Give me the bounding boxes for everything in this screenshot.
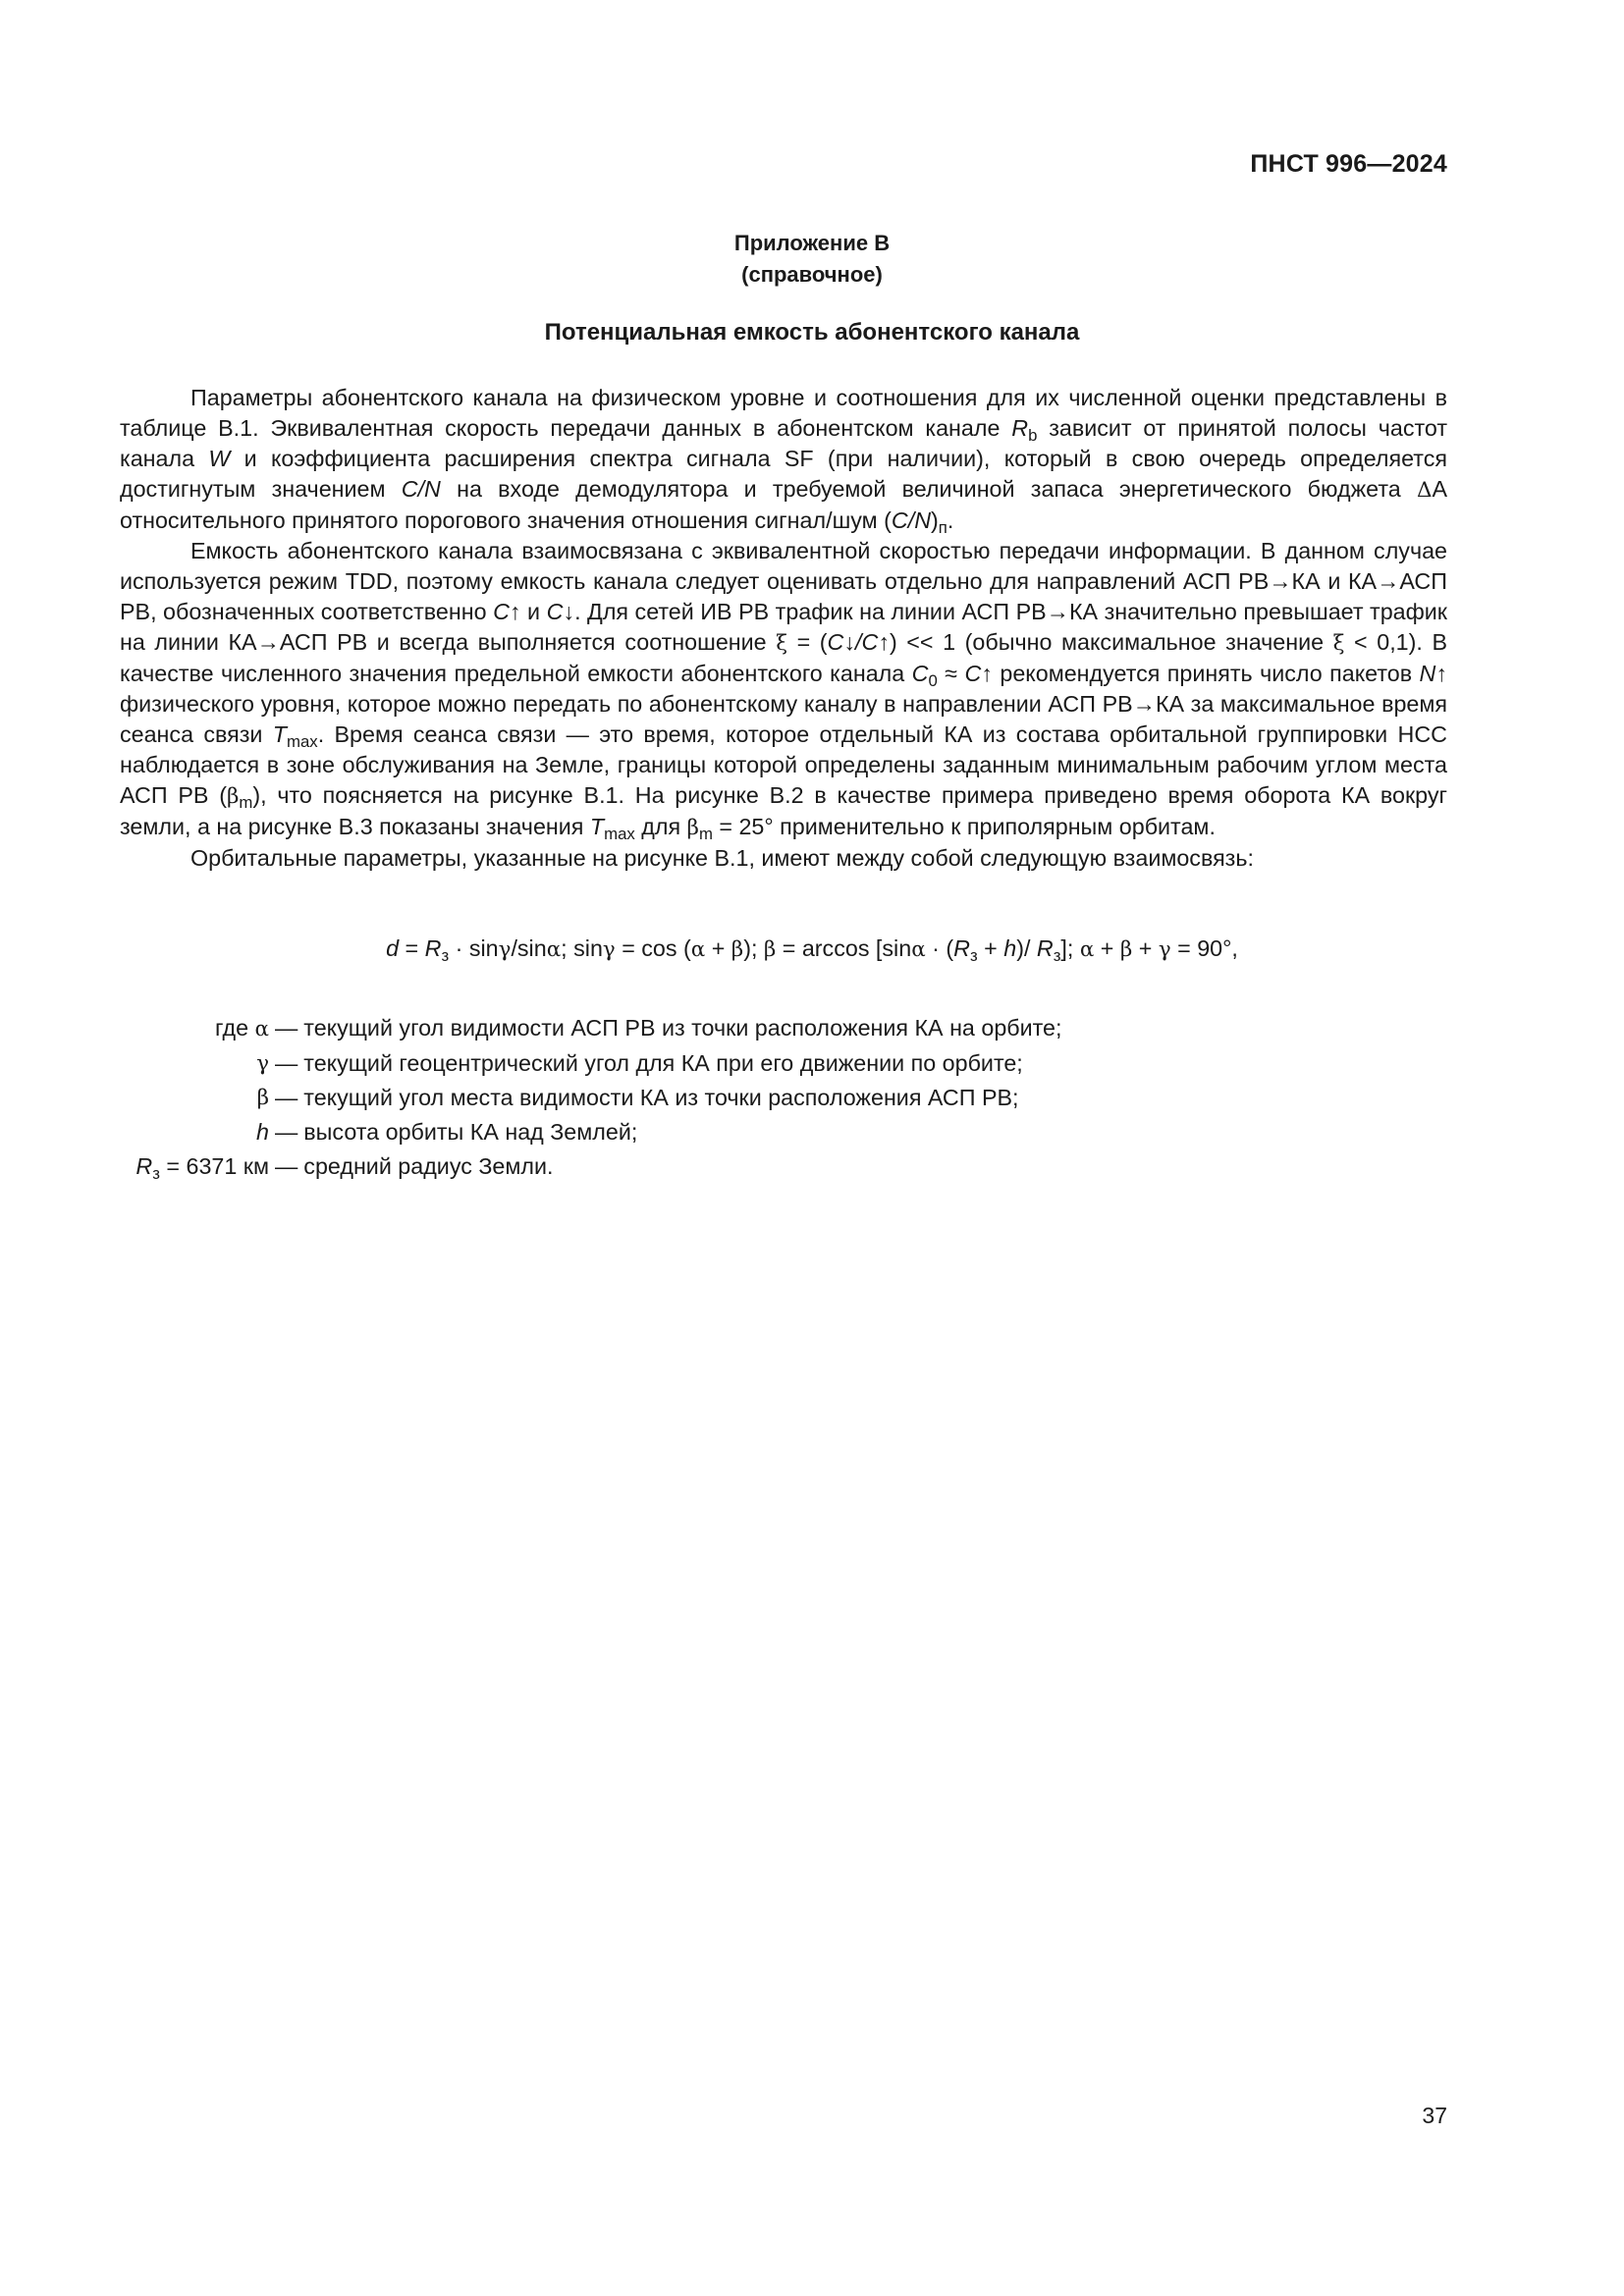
paragraph-1: Параметры абонентского канала на физическом уровне и соотношения для их численной оценки представлены в таблице В.1. Эквивалентная скорость передачи данных в абонентском канале $R_b$ зависит от принятой полосы частот канала W и коэффициента расширения спектра сигнала SF (при наличии), который в свою очередь определяется достигнутым значением C/N на входе демодулятора и требуемой величиной запаса энергетического бюджета ΔА относительного принятого порогового значения отношения сигнал/шум $(C/N)_п$. bbox=[120, 385, 1447, 538]
legend-row-alpha: где α — текущий угол видимости АСП РВ из точки расположения КА на орбите; bbox=[215, 1015, 1062, 1041]
legend-row-earth-radius: $R_з = 6371$ км — средний радиус Земли. bbox=[135, 1153, 554, 1184]
paragraph-3: Орбитальные параметры, указанные на рисунке В.1, имеют между собой следующую взаимосвязь: bbox=[190, 845, 1254, 871]
body-text bbox=[120, 383, 1447, 874]
legend-row-h: h — высота орбиты КА над Землей; bbox=[256, 1119, 638, 1145]
document-code: ПНСТ 996—2024 bbox=[1250, 150, 1447, 178]
appendix-subtitle: (справочное) bbox=[741, 262, 883, 287]
paragraph-2: Емкость абонентского канала взаимосвязана с эквивалентной скоростью передачи информации. В данном случае используется режим TDD, поэтому емкость канала следует оценивать отдельно для направлений АСП РВ→КА и КА→АСП РВ, обозначенных соответственно C↑ и C↓. Для сетей ИВ РВ трафик на линии АСП РВ→КА значительно превышает трафик на линии КА→АСП РВ и всегда выполняется соотношение ξ = (C↓/C↑) << 1 (обычно максимальное значение ξ < 0,1). В качестве численного значения предельной емкости абонентского канала $C_0$ ≈ C↑ рекомендуется принять число пакетов N↑ физического уровня, которое можно передать по абонентскому каналу в направлении АСП РВ→КА за максимальное время сеанса связи $T_{max}$. Время сеанса связи — это время, которое отдельный КА из состава орбитальной группировки НСС наблюдается в зоне обслуживания на Земле, границы которой определены заданным минимальным рабочим углом места АСП РВ $(\beta_m)$, что поясняется на рисунке В.1. На рисунке В.2 в качестве примера приведено время оборота КА вокруг земли, а на рисунке В.3 показаны значения $T_{max}$ для $\beta_m = 25^\circ$ применительно к приполярным орбитам. bbox=[120, 538, 1447, 844]
page-number: 37 bbox=[1422, 2103, 1447, 2128]
appendix-title: Приложение В bbox=[733, 231, 891, 255]
symbol-legend bbox=[116, 1011, 1061, 1184]
orbital-formula: $d = R_з \cdot \sin\gamma/\sin\alpha$; sinγ = cos (α + β); $\beta = \arccos [\sin\alpha \cdot (R_з + h)/$ $R_з$]; α + β + γ = 90°, bbox=[386, 935, 1238, 966]
legend-row-gamma: γ — текущий геоцентрический угол для КА при его движении по орбите; bbox=[256, 1050, 1023, 1076]
legend-row-beta: β — текущий угол места видимости КА из точки расположения АСП РВ; bbox=[256, 1085, 1019, 1110]
appendix-heading bbox=[0, 228, 1624, 291]
section-title: Потенциальная емкость абонентского канала bbox=[544, 319, 1080, 346]
